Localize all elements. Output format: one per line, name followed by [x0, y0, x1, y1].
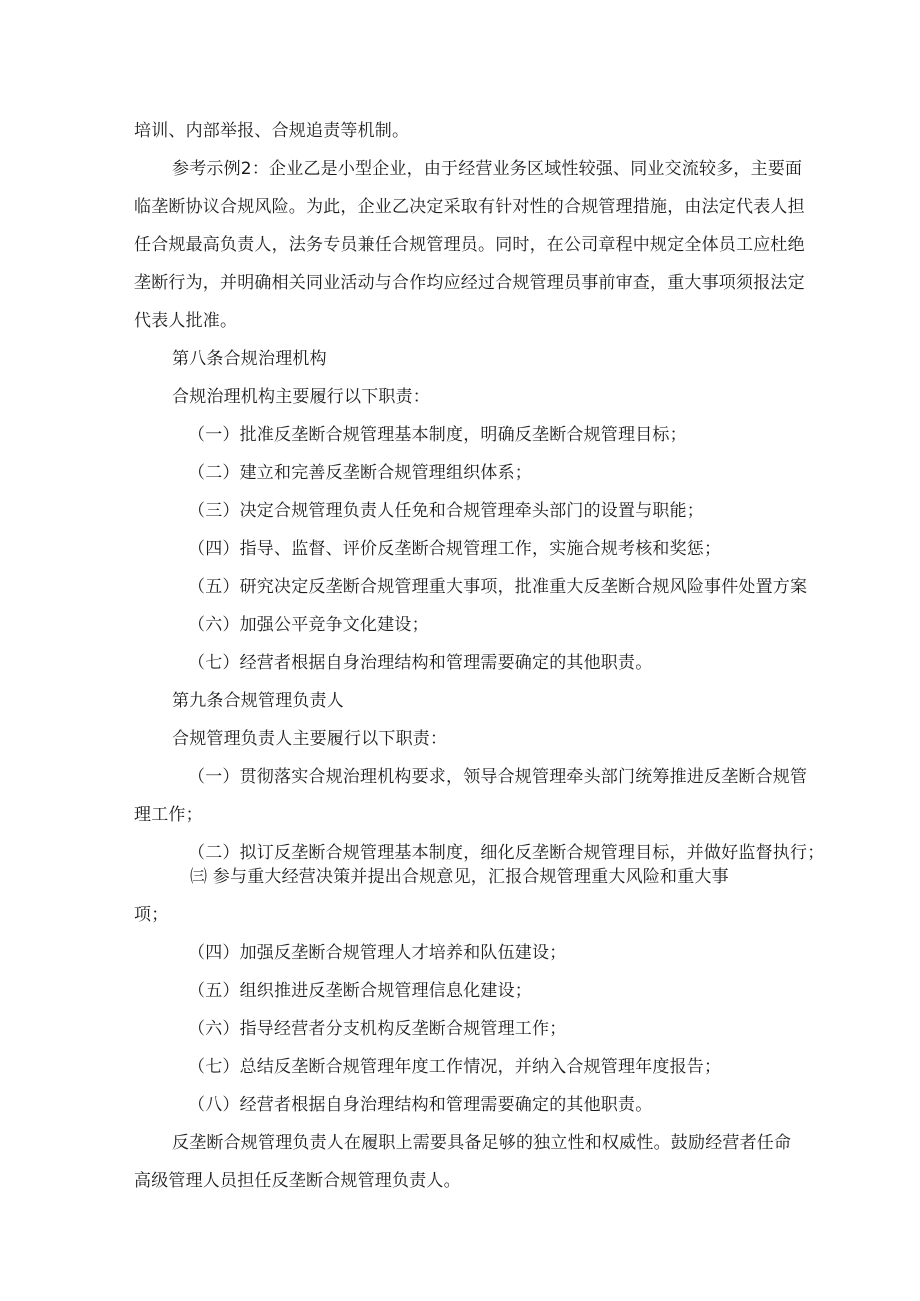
list-item: （六）指导经营者分支机构反垄断合规管理工作； — [188, 1019, 567, 1039]
list-item: （五）组织推进反垄断合规管理信息化建设； — [188, 981, 532, 1001]
section-heading: 第八条合规治理机构 — [172, 349, 327, 369]
paragraph-line: 垄断行为，并明确相关同业活动与合作均应经过合规管理员事前审查，重大事项须报法定 — [134, 273, 805, 293]
list-item: （四）加强反垄断合规管理人才培养和队伍建设； — [188, 943, 567, 963]
paragraph-line: 合规治理机构主要履行以下职责： — [172, 387, 430, 407]
paragraph-line: 临垄断协议合规风险。为此，企业乙决定采取有针对性的合规管理措施，由法定代表人担 — [134, 197, 805, 217]
list-item: （四）指导、监督、评价反垄断合规管理工作，实施合规考核和奖惩； — [188, 539, 722, 559]
paragraph-line: 培训、内部举报、合规追责等机制。 — [134, 121, 410, 141]
list-item: （一）批准反垄断合规管理基本制度，明确反垄断合规管理目标； — [188, 425, 687, 445]
section-heading: 第九条合规管理负责人 — [172, 691, 344, 711]
list-item: （七）经营者根据自身治理结构和管理需要确定的其他职责。 — [188, 653, 653, 673]
list-item-continuation: 理工作； — [134, 805, 203, 825]
list-item: （五）研究决定反垄断合规管理重大事项，批准重大反垄断合规风险事件处置方案 — [188, 577, 808, 597]
list-item: （一）贯彻落实合规治理机构要求，领导合规管理牵头部门统筹推进反垄断合规管 — [188, 767, 808, 787]
list-item: （二）拟订反垄断合规管理基本制度，细化反垄断合规管理目标，并做好监督执行； — [188, 843, 825, 863]
paragraph-line: 任合规最高负责人，法务专员兼任合规管理员。同时，在公司章程中规定全体员工应杜绝 — [134, 235, 805, 255]
list-item: （六）加强公平竞争文化建设； — [188, 615, 429, 635]
list-item: （二）建立和完善反垄断合规管理组织体系； — [188, 463, 532, 483]
list-item: （三）决定合规管理负责人任免和合规管理牵头部门的设置与职能； — [188, 501, 704, 521]
paragraph-line: 反垄断合规管理负责人在履职上需要具备足够的独立性和权威性。鼓励经营者任命 — [172, 1133, 792, 1153]
paragraph-line: 参考示例2：企业乙是小型企业，由于经营业务区域性较强、同业交流较多，主要面 — [172, 159, 803, 179]
list-item: ㈢ 参与重大经营决策并提出合规意见，汇报合规管理重大风险和重大事 — [190, 867, 729, 887]
paragraph-line: 代表人批准。 — [134, 311, 238, 331]
list-item-continuation: 项； — [134, 905, 169, 925]
list-item: （八）经营者根据自身治理结构和管理需要确定的其他职责。 — [188, 1095, 653, 1115]
list-item: （七）总结反垄断合规管理年度工作情况，并纳入合规管理年度报告； — [188, 1057, 722, 1077]
paragraph-line: 高级管理人员担任反垄断合规管理负责人。 — [134, 1171, 461, 1191]
paragraph-line: 合规管理负责人主要履行以下职责： — [172, 729, 448, 749]
